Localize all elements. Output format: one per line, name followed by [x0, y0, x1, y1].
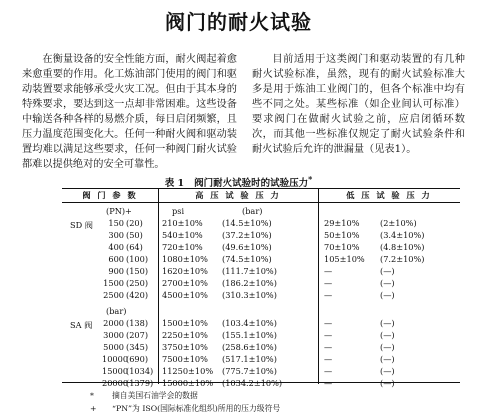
table-cell: —	[324, 330, 333, 340]
table-cell: (258.6±10%)	[222, 342, 277, 352]
header-low-pressure: 低 压 试 验 压 力	[346, 190, 432, 200]
table-cell: 50±10%	[324, 230, 360, 240]
table-cell: 540±10%	[162, 230, 203, 240]
right-paragraph: 目前适用于这类阀门和驱动装置的有几种耐火试验标准，虽然，现有的耐火试验标准大多是用于炼油工业阀门的，但各个标准中均有些不同之处。某些标准（如企业间认可标准）要求阀门在做耐火试验之前，应启闭循环数次，而其他一些标准仅规定了耐火试验条件和耐火试验后允许的泄漏量（见表1）。	[252, 54, 465, 155]
table-cell: (775.7±10%)	[222, 366, 277, 376]
table-caption-text: 阀门耐火试验时的试验压力	[194, 178, 309, 190]
table-cell: 29±10%	[324, 218, 360, 228]
table-cell: 300	[108, 230, 124, 240]
footnote-1-text: 摘自美国石油学会的数据	[112, 391, 198, 400]
right-text-column	[252, 52, 465, 157]
sa-valve-label: SA 阀	[70, 320, 93, 330]
unit-pn: (PN)+	[106, 206, 132, 216]
table-cell: 400	[108, 242, 124, 252]
table-cell: 3750±10%	[162, 342, 208, 352]
table-divider-2	[318, 188, 319, 384]
table-cell: (—)	[380, 318, 395, 328]
header-high-pressure: 高 压 试 验 压 力	[195, 190, 281, 200]
unit-bar-sd: (bar)	[242, 206, 263, 216]
footnote-2-mark: +	[90, 404, 97, 413]
table-cell: (111.7±10%)	[222, 266, 277, 276]
table-cell: —	[324, 354, 333, 364]
table-cell: —	[324, 266, 333, 276]
table-cell: 2700±10%	[162, 278, 208, 288]
table-cell: —	[324, 278, 333, 288]
table-cell: —	[324, 366, 333, 376]
table-cell: (—)	[380, 330, 395, 340]
table-cell: 15000	[102, 366, 129, 376]
table-cell: 2500	[103, 290, 124, 300]
table-cell: 5000	[103, 342, 124, 352]
unit-bar-sa: (bar)	[106, 306, 127, 316]
table-caption-number: 表 1	[164, 178, 185, 190]
article-title: 阀门的耐火试验	[165, 10, 312, 34]
table-cell: (—)	[380, 266, 395, 276]
table-cell: (49.6±10%)	[222, 242, 272, 252]
table-cell: —	[324, 290, 333, 300]
table-cell: (310.3±10%)	[222, 290, 277, 300]
table-cell: (—)	[380, 378, 395, 388]
table-cell: (1034)	[126, 366, 154, 376]
table-cell: (—)	[380, 354, 395, 364]
pressure-table	[62, 188, 460, 388]
table-cell: (3.4±10%)	[380, 230, 425, 240]
table-cell: (420)	[126, 290, 149, 300]
table-cell: (1379)	[126, 378, 154, 388]
table-cell: (50)	[126, 230, 143, 240]
table-cell: 2250±10%	[162, 330, 208, 340]
table-cell: 3000	[103, 330, 124, 340]
table-cell: (186.2±10%)	[222, 278, 277, 288]
table-cell: 11250±10%	[162, 366, 214, 376]
table-cell: (4.8±10%)	[380, 242, 425, 252]
table-cell: 1620±10%	[162, 266, 208, 276]
table-cell: (—)	[380, 342, 395, 352]
table-cell: 720±10%	[162, 242, 203, 252]
left-paragraph: 在衡量设备的安全性能方面，耐火阀起着愈来愈重要的作用。化工炼油部门使用的阀门和驱动装置要求能够承受火灾工况。但由于其本身的特殊要求，要达到这一点却非常困难。这些设备中输送各种各样的易燃介质，每日启闭频繁，且压力温度范围变化大。任何一种耐火阀和驱动装置均难以满足这些要求，任何一种阀门耐火试验都难以提供绝对的安全可靠性。	[22, 54, 237, 170]
table-cell: (—)	[380, 290, 395, 300]
sd-valve-label: SD 阀	[70, 220, 93, 230]
table-cell: 7500±10%	[162, 354, 208, 364]
table-cell: (150)	[126, 266, 149, 276]
table-cell: (74.5±10%)	[222, 254, 272, 264]
table-cell: (20)	[126, 218, 143, 228]
footnote-2-text: “PN”为 ISO(国际标准化组织)所用的压力级符号	[112, 404, 281, 413]
table-cell: (103.4±10%)	[222, 318, 277, 328]
table-cell: (207)	[126, 330, 149, 340]
table-cell: 4500±10%	[162, 290, 208, 300]
table-cell: (2±10%)	[380, 218, 417, 228]
table-cell: (138)	[126, 318, 149, 328]
table-cell: 210±10%	[162, 218, 203, 228]
footnote-1-mark: *	[90, 391, 94, 400]
table-cell: 1500±10%	[162, 318, 208, 328]
table-cell: 600	[108, 254, 124, 264]
table-cell: (37.2±10%)	[222, 230, 272, 240]
table-cell: (64)	[126, 242, 143, 252]
left-text-column	[22, 52, 237, 172]
table-cell: (7.2±10%)	[380, 254, 425, 264]
table-cell: 15000±10%	[162, 378, 214, 388]
table-cell: —	[324, 318, 333, 328]
table-cell: (14.5±10%)	[222, 218, 272, 228]
footnote-1	[90, 390, 198, 401]
table-cell: 70±10%	[324, 242, 360, 252]
table-cell: 105±10%	[324, 254, 365, 264]
table-cell: 1080±10%	[162, 254, 208, 264]
table-cell: (1034.2±10%)	[222, 378, 283, 388]
table-cell: 20000	[102, 378, 129, 388]
table-cell: 1500	[103, 278, 124, 288]
table-cell: (155.1±10%)	[222, 330, 277, 340]
unit-psi: psi	[172, 206, 185, 216]
table-divider-1	[158, 188, 159, 384]
table-cell: 150	[108, 218, 124, 228]
table-cell: (100)	[126, 254, 149, 264]
table-cell: (—)	[380, 278, 395, 288]
table-cell: —	[324, 342, 333, 352]
table-cell: (—)	[380, 366, 395, 376]
table-cell: (345)	[126, 342, 149, 352]
table-cell: (250)	[126, 278, 149, 288]
table-cell: 10000	[102, 354, 129, 364]
table-cell: 2000	[103, 318, 124, 328]
table-cell: 900	[108, 266, 124, 276]
table-caption-mark: *	[308, 175, 313, 184]
table-cell: —	[324, 378, 333, 388]
header-valve-params: 阀 门 参 数	[82, 190, 138, 200]
table-top-rule	[62, 188, 460, 189]
table-cell: (517.1±10%)	[222, 354, 277, 364]
footnote-2	[90, 403, 280, 414]
table-cell: (690)	[126, 354, 149, 364]
table-header-rule	[62, 202, 460, 203]
